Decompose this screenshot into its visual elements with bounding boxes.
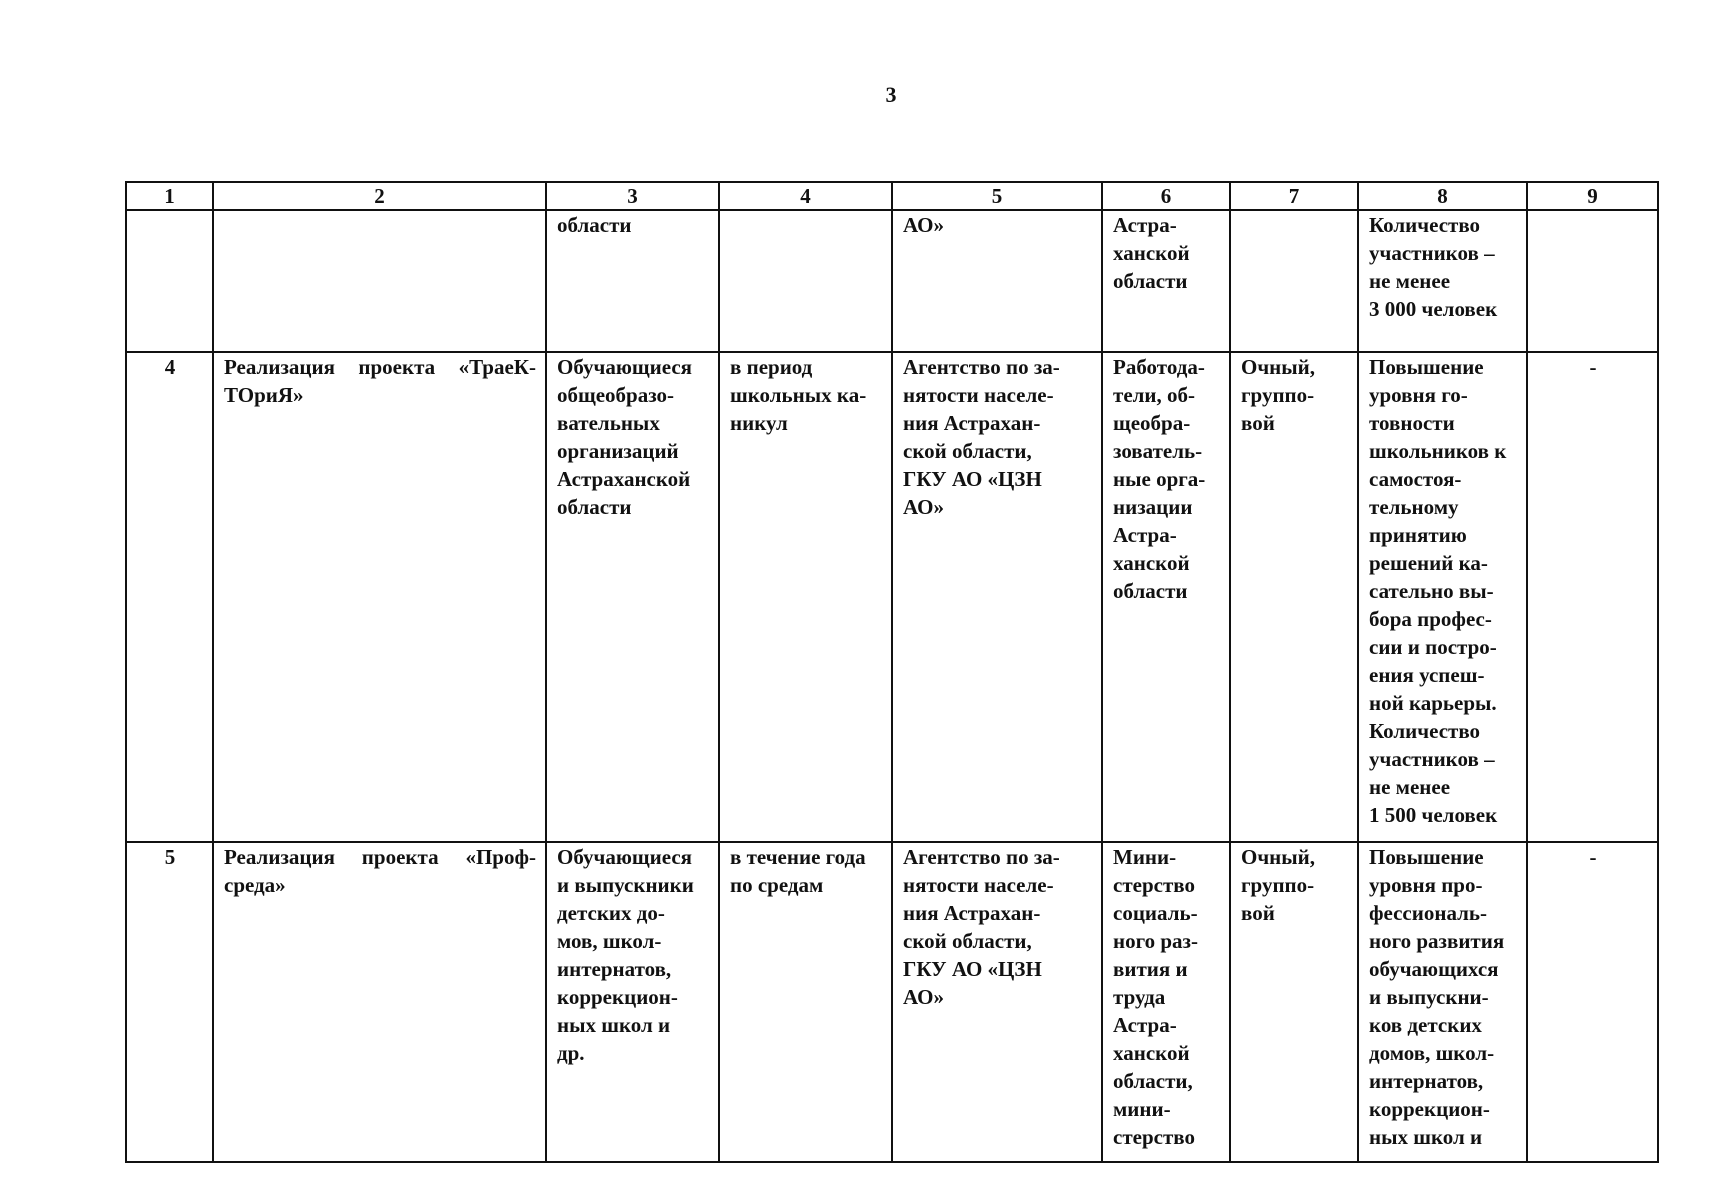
- cell-note: -: [1527, 842, 1658, 1162]
- cell-timing: в течение года по средам: [719, 842, 892, 1162]
- cell-partners: Работода- тели, об- щеобра- зователь- ные орга- низации Астра- ханской области: [1102, 352, 1230, 842]
- header-col-2: 2: [213, 182, 546, 210]
- table-row-5: [126, 842, 1658, 1162]
- cell-responsible: Агентство по за- нятости населе- ния Астрахан- ской области, ГКУ АО «ЦЗН АО»: [892, 842, 1102, 1162]
- header-col-8: 8: [1358, 182, 1527, 210]
- table-row-continuation: [126, 210, 1658, 352]
- cell-responsible: АО»: [892, 210, 1102, 352]
- header-col-7: 7: [1230, 182, 1358, 210]
- cell-timing: [719, 210, 892, 352]
- cell-responsible: Агентство по за- нятости населе- ния Астрахан- ской области, ГКУ АО «ЦЗН АО»: [892, 352, 1102, 842]
- cell-result: Количество участников – не менее 3 000 человек: [1358, 210, 1527, 352]
- header-col-1: 1: [126, 182, 213, 210]
- cell-number: 4: [126, 352, 213, 842]
- header-col-6: 6: [1102, 182, 1230, 210]
- cell-number: 5: [126, 842, 213, 1162]
- cell-result: Повышение уровня про- фессиональ- ного развития обучающихся и выпускни- ков детских домов, школ- интернатов, коррекцион- ных школ и: [1358, 842, 1527, 1162]
- cell-activity: [213, 210, 546, 352]
- cell-activity: Реализация проекта «ТраеК-ТОриЯ»: [213, 352, 546, 842]
- cell-participants: Обучающиеся общеобразо- вательных организаций Астраханской области: [546, 352, 719, 842]
- header-col-9: 9: [1527, 182, 1658, 210]
- cell-partners: Мини- стерство социаль- ного раз- вития и труда Астра- ханской области, мини- стерство: [1102, 842, 1230, 1162]
- header-col-3: 3: [546, 182, 719, 210]
- table-row-4: [126, 352, 1658, 842]
- cell-timing: в период школьных ка- никул: [719, 352, 892, 842]
- header-row: [126, 182, 1658, 210]
- cell-activity: Реализация проекта «Проф-среда»: [213, 842, 546, 1162]
- cell-number: [126, 210, 213, 352]
- cell-participants: Обучающиеся и выпускники детских до- мов, школ- интернатов, коррекцион- ных школ и др.: [546, 842, 719, 1162]
- cell-format: Очный, группо- вой: [1230, 842, 1358, 1162]
- header-col-4: 4: [719, 182, 892, 210]
- cell-partners: Астра- ханской области: [1102, 210, 1230, 352]
- cell-note: [1527, 210, 1658, 352]
- page-number: 3: [885, 82, 897, 107]
- cell-format: [1230, 210, 1358, 352]
- cell-participants: области: [546, 210, 719, 352]
- cell-format: Очный, группо- вой: [1230, 352, 1358, 842]
- cell-result: Повышение уровня го- товности школьников к самостоя- тельному принятию решений ка- сательно вы- бора профес- сии и постро- ения успеш- ной карьеры. Количество участников – не менее 1 500 человек: [1358, 352, 1527, 842]
- document-table: [125, 181, 1659, 1163]
- header-col-5: 5: [892, 182, 1102, 210]
- cell-note: -: [1527, 352, 1658, 842]
